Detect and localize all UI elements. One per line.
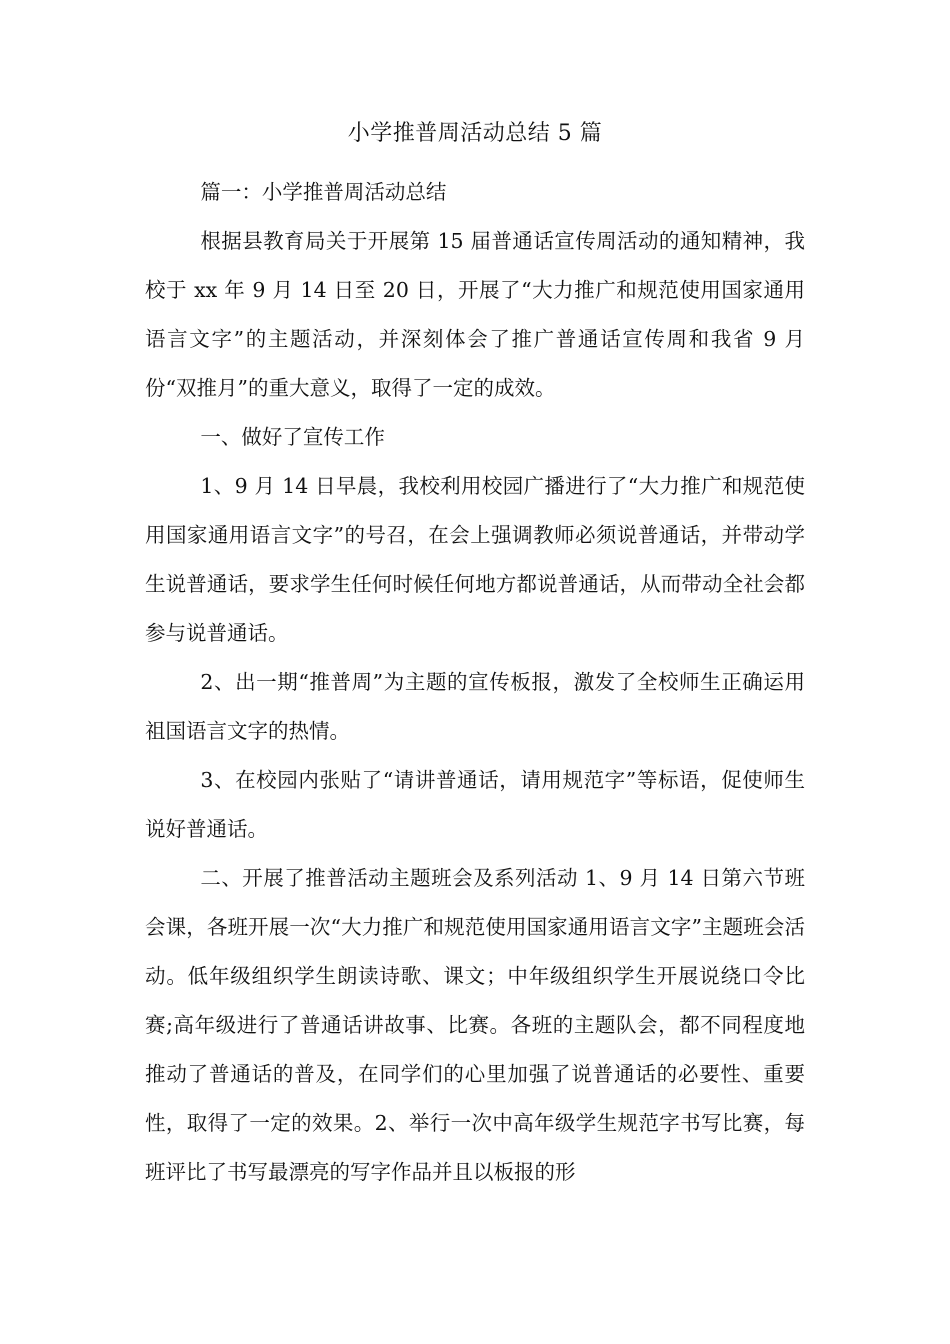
paragraph-section-heading: 篇一：小学推普周活动总结	[200, 180, 447, 204]
paragraph-item-2: 2、出一期“推普周”为主题的宣传板报，激发了全校师生正确运用祖国语言文字的热情。	[145, 670, 805, 743]
paragraph-intro: 根据县教育局关于开展第 15 届普通话宣传周活动的通知精神，我校于 xx 年 9 月 14 日至 20 日，开展了“大力推广和规范使用国家通用语言文字”的主题活动，并深刻体会了推广普通话宣传周和我省 9 月份“双推月”的重大意义，取得了一定的成效。	[145, 229, 805, 400]
paragraph-heading-1: 一、做好了宣传工作	[200, 425, 385, 449]
document-body	[145, 168, 805, 1197]
paragraph-heading-2: 二、开展了推普活动主题班会及系列活动 1、9 月 14 日第六节班会课，各班开展一次“大力推广和规范使用国家通用语言文字”主题班会活动。低年级组织学生朗读诗歌、课文；中年级组织学生开展说绕口令比赛;高年级进行了普通话讲故事、比赛。各班的主题队会，都不同程度地推动了普通话的普及，在同学们的心里加强了说普通话的必要性、重要性，取得了一定的效果。2、举行一次中高年级学生规范字书写比赛，每班评比了书写最漂亮的写字作品并且以板报的形	[145, 866, 805, 1184]
document-title: 小学推普周活动总结 5 篇	[347, 121, 603, 146]
paragraph-item-1: 1、9 月 14 日早晨，我校利用校园广播进行了“大力推广和规范使用国家通用语言文字”的号召，在会上强调教师必须说普通话，并带动学生说普通话，要求学生任何时候任何地方都说普通话，从而带动全社会都参与说普通话。	[145, 474, 805, 645]
paragraph-item-3: 3、在校园内张贴了“请讲普通话，请用规范字”等标语，促使师生说好普通话。	[145, 768, 805, 841]
